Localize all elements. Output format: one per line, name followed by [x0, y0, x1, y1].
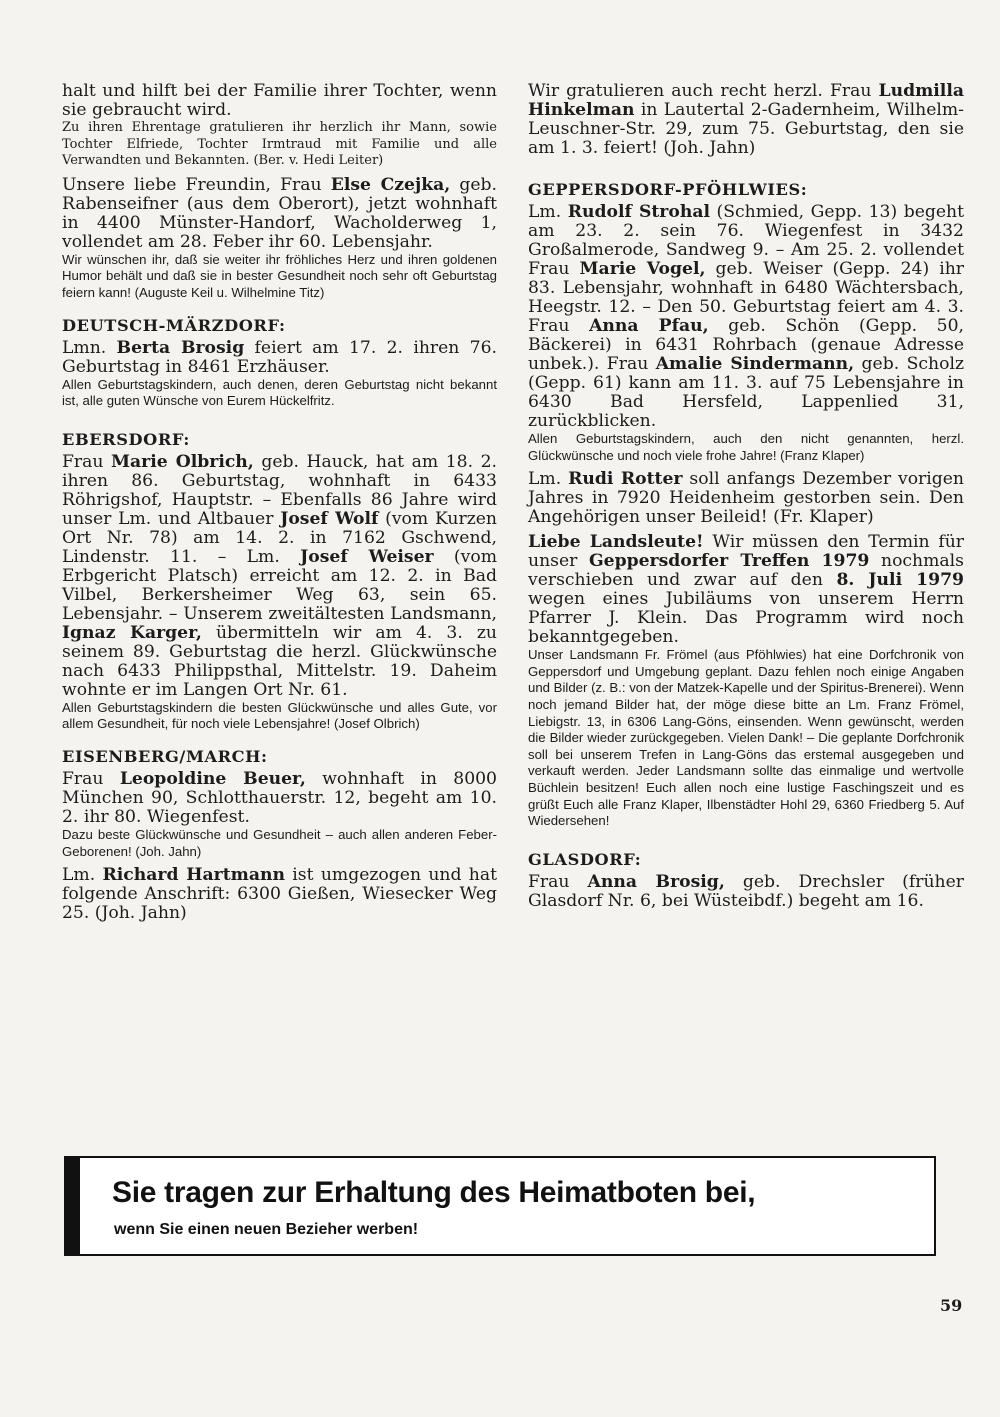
czejka-greeting: Wir wünschen ihr, daß sie weiter ihr fröhliches Herz und ihren goldenen Humor behält und daß sie in bester Gesundheit noch sehr oft Geburtstag feiern kann! (Auguste Keil u. Wilhelmine Titz)	[62, 251, 497, 300]
rotter-paragraph: Lm. Rudi Rotter soll anfangs Dezember vorigen Jahres in 7920 Heidenheim gestorben sein. Den Angehörigen unser Beileid! (Fr. Klaper)	[528, 469, 964, 528]
section-heading-geppersdorf: GEPPERSDORF-PFÖHLWIES:	[528, 180, 808, 199]
person-name: Rudolf Strohal	[567, 202, 710, 222]
geppersdorf-paragraph: Lm. Rudolf Strohal (Schmied, Gepp. 13) begeht am 23. 2. sein 76. Wiegenfest in 3432 Großalmerode, Sandweg 9. – Am 25. 2. vollendet Frau Marie Vogel, geb. Weiser (Gepp. 24) ihr 83. Lebensjahr, wohnhaft in 6480 Wächtersbach, Heegstr. 12. – Den 50. Geburtstag feiert am 4. 3. Frau Anna Pfau, geb. Schön (Gepp. 50, Bäckerei) in 6431 Rohrbach (genaue Adresse unbek.). Frau Amalie Sindermann, geb. Scholz (Gepp. 61) kann am 11. 3. auf 75 Lebensjahre in 6430 Bad Hersfeld, Lappenlied 31, zurückblicken.	[528, 202, 965, 431]
person-name: Anna Brosig,	[587, 871, 725, 892]
intro-greeting: Zu ihren Ehrentage gratulieren ihr herzlich ihr Mann, sowie Tochter Elfriede, Tochter Irmtraud mit Familie und alle Verwandten und Bekannten. (Ber. v. Hedi Leiter)	[62, 120, 497, 169]
geppersdorf-greeting: Allen Geburtstagskindern, auch den nicht genannten, herzl. Glückwünsche und noch viele frohe Jahre! (Franz Klaper)	[528, 431, 964, 463]
person-name: Richard Hartmann	[102, 865, 285, 886]
beuer-paragraph: Frau Leopoldine Beuer, wohnhaft in 8000 München 90, Schlotthauerstr. 12, begeht am 10. 2. ihr 80. Wiegenfest.	[62, 768, 497, 827]
beuer-greeting: Dazu beste Glückwünsche und Gesundheit – auch allen anderen Feber-Geborenen! (Joh. Jahn)	[62, 826, 497, 859]
person-name: Marie Olbrich,	[111, 451, 254, 472]
treffen-paragraph: Liebe Landsleute! Wir müssen den Termin für unser Geppersdorfer Treffen 1979 nochmals verschieben und zwar auf den 8. Juli 1979 wegen eines Jubiläums von unserem Herrn Pfarrer J. Klein. Das Programm wird noch bekanntgegeben.	[528, 532, 964, 648]
hartmann-paragraph: Lm. Richard Hartmann ist umgezogen und hat folgende Anschrift: 6300 Gießen, Wiesecker Weg 25. (Joh. Jahn)	[62, 865, 497, 924]
hinkelman-paragraph: Wir gratulieren auch recht herzl. Frau Ludmilla Hinkelman in Lautertal 2-Gadernheim, Wilhelm-Leuschner-Str. 29, zum 75. Geburtstag, den sie am 1. 3. feiert! (Joh. Jahn)	[528, 81, 964, 158]
brosig-greeting: Allen Geburtstagskindern, auch denen, deren Geburtstag nicht bekannt ist, alle guten Wünsche von Eurem Hückelfritz.	[62, 376, 497, 409]
brosig-paragraph: Lmn. Berta Brosig feiert am 17. 2. ihren 76. Geburtstag in 8461 Erzhäuser.	[62, 337, 497, 377]
person-name: Ludmilla Hinkelman	[528, 81, 964, 120]
person-name: Berta Brosig	[116, 337, 245, 358]
left-column	[62, 82, 497, 923]
glasdorf-paragraph: Frau Anna Brosig, geb. Drechsler (früher Glasdorf Nr. 6, bei Wüsteibdf.) begeht am 16.	[528, 871, 964, 911]
person-name: Josef Weiser	[300, 546, 434, 567]
section-heading-deutsch-maerzdorf: DEUTSCH-MÄRZDORF:	[62, 315, 286, 335]
ebersdorf-greeting: Allen Geburtstagskindern die besten Glückwünsche und alles Gute, vor allem Gesundheit, für noch viele Lebensjahre! (Josef Olbrich)	[62, 699, 497, 732]
section-heading-glasdorf: GLASDORF:	[528, 849, 642, 869]
person-name: Josef Wolf	[280, 508, 379, 529]
person-name: Else Czejka,	[330, 174, 451, 195]
person-name: Anna Pfau,	[589, 316, 709, 336]
person-name: Ignaz Karger,	[62, 622, 202, 643]
person-name: Leopoldine Beuer,	[119, 768, 306, 789]
page-number: 59	[940, 1296, 963, 1315]
chronik-notice: Unser Landsmann Fr. Frömel (aus Pföhlwies) hat eine Dorfchronik von Geppersdorf und Umgebung geplant. Dazu fehlen noch einige Angaben und Bilder (z. B.: von der Matzek-Kapelle und der Spiritus-Brenerei). Wenn noch jemand Bilder hat, der möge diese bitte an Lm. Franz Frömel, Liebigstr. 13, in 6306 Lang-Göns, einsenden. Wenn gewünscht, werden die Bilder wieder zurückgegeben. Vielen Dank! – Die geplante Dorfchronik soll bei unserem Trefen in Lang-Göns das erstemal ausgegeben und verkauft werden. Jeder Landsmann sollte das einmalige und wertvolle Büchlein besitzen! Euch allen noch eine lustige Faschingszeit und es grüßt Euch alle Franz Klaper, Ilbenstädter Hohl 29, 6360 Friedberg 5. Auf Wiedersehen!	[528, 647, 964, 829]
person-name: Amalie Sindermann,	[655, 354, 855, 374]
section-heading-ebersdorf: EBERSDORF:	[62, 429, 190, 449]
banner-title: Sie tragen zur Erhaltung des Heimatboten bei,	[112, 1176, 756, 1209]
ebersdorf-paragraph: Frau Marie Olbrich, geb. Hauck, hat am 18. 2. ihren 86. Geburtstag, wohnhaft in 6433 Röhrigshof, Hauptstr. – Ebenfalls 86 Jahre wird unser Lm. und Altbauer Josef Wolf (vom Kurzen Ort Nr. 78) am 14. 2. in 7162 Gschwend, Lindenstr. 11. – Lm. Josef Weiser (vom Erbgericht Platsch) erreicht am 12. 2. in Bad Vilbel, Berkersheimer Weg 63, sein 65. Lebensjahr. – Unserem zweitältesten Landsmann, Ignaz Karger, übermitteln wir am 4. 3. zu seinem 89. Geburtstag die herzl. Glückwünsche nach 6433 Philippsthal, Mittelstr. 19. Daheim wohnte er im Langen Ort Nr. 61.	[62, 451, 497, 700]
right-column	[528, 82, 964, 911]
czejka-paragraph: Unsere liebe Freundin, Frau Else Czejka, geb. Rabenseifner (aus dem Oberort), jetzt wohnhaft in 4400 Münster-Handorf, Wacholderweg 1, vollendet am 28. Feber ihr 60. Lebensjahr.	[62, 174, 497, 252]
section-heading-eisenberg: EISENBERG/MARCH:	[62, 746, 268, 766]
person-name: Marie Vogel,	[579, 259, 706, 279]
advertisement-banner	[64, 1156, 936, 1256]
banner-subtitle: wenn Sie einen neuen Bezieher werben!	[114, 1221, 419, 1238]
intro-paragraph: halt und hilft bei der Familie ihrer Tochter, wenn sie gebraucht wird.	[62, 81, 497, 120]
person-name: Rudi Rotter	[568, 469, 683, 490]
